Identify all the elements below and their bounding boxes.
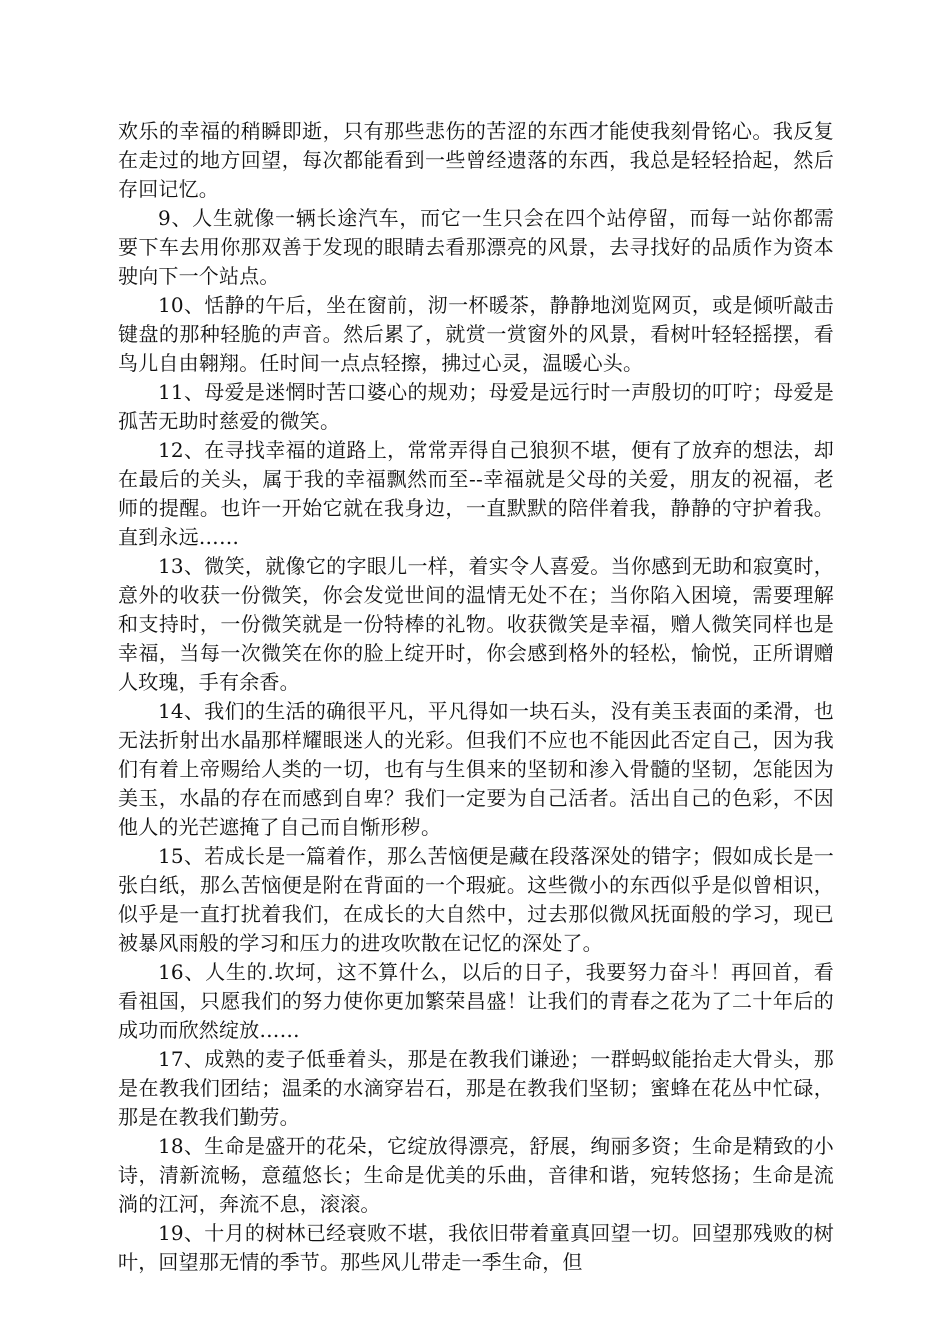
document-page [118, 117, 834, 1277]
paragraph-continuation: 欢乐的幸福的稍瞬即逝，只有那些悲伤的苦涩的东西才能使我刻骨铭心。我反复在走过的地方回望，每次都能看到一些曾经遗落的东西，我总是轻轻拾起，然后存回记忆。 [118, 119, 834, 201]
paragraph-9: 9、人生就像一辆长途汽车，而它一生只会在四个站停留，而每一站你都需要下车去用你那双善于发现的眼睛去看那漂亮的风景，去寻找好的品质作为资本驶向下一个站点。 [118, 206, 834, 288]
paragraph-18: 18、生命是盛开的花朵，它绽放得漂亮，舒展，绚丽多资；生命是精致的小诗，清新流畅，意蕴悠长；生命是优美的乐曲，音律和谐，宛转悠扬；生命是流淌的江河，奔流不息，滚滚。 [118, 1134, 834, 1216]
paragraph-10: 10、恬静的午后，坐在窗前，沏一杯暖茶，静静地浏览网页，或是倾听敲击键盘的那种轻脆的声音。然后累了，就赏一赏窗外的风景，看树叶轻轻摇摆，看鸟儿自由翱翔。任时间一点点轻擦，拂过心灵，温暖心头。 [118, 293, 834, 375]
paragraph-14: 14、我们的生活的确很平凡，平凡得如一块石头，没有美玉表面的柔滑，也无法折射出水晶那样耀眼迷人的光彩。但我们不应也不能因此否定自己，因为我们有着上帝赐给人类的一切，也有与生俱来的坚韧和渗入骨髓的坚韧，怎能因为美玉，水晶的存在而感到自卑？我们一定要为自己活者。活出自己的色彩，不因他人的光芒遮掩了自己而自惭形秽。 [118, 699, 834, 839]
paragraph-11: 11、母爱是迷惘时苦口婆心的规劝；母爱是远行时一声殷切的叮咛；母爱是孤苦无助时慈爱的微笑。 [118, 380, 834, 433]
paragraph-15: 15、若成长是一篇着作，那么苦恼便是藏在段落深处的错字；假如成长是一张白纸，那么苦恼便是附在背面的一个瑕疵。这些微小的东西似乎是似曾相识，似乎是一直打扰着我们，在成长的大自然中，过去那似微风抚面般的学习，现已被暴风雨般的学习和压力的进攻吹散在记忆的深处了。 [118, 844, 834, 955]
paragraph-12: 12、在寻找幸福的道路上，常常弄得自己狼狈不堪，便有了放弃的想法，却在最后的关头，属于我的幸福飘然而至--幸福就是父母的关爱，朋友的祝福，老师的提醒。也许一开始它就在我身边，一直默默的陪伴着我，静静的守护着我。直到永远…… [118, 438, 834, 549]
paragraph-19: 19、十月的树林已经衰败不堪，我依旧带着童真回望一切。回望那残败的树叶，回望那无情的季节。那些风儿带走一季生命，但 [118, 1221, 834, 1274]
paragraph-13: 13、微笑，就像它的字眼儿一样，着实令人喜爱。当你感到无助和寂寞时，意外的收获一份微笑，你会发觉世间的温情无处不在；当你陷入困境，需要理解和支持时，一份微笑就是一份特棒的礼物。收获微笑是幸福，赠人微笑同样也是幸福，当每一次微笑在你的脸上绽开时，你会感到格外的轻松，愉悦，正所谓赠人玫瑰，手有余香。 [118, 554, 834, 694]
paragraph-16: 16、人生的.坎坷，这不算什么，以后的日子，我要努力奋斗！再回首，看看祖国，只愿我们的努力使你更加繁荣昌盛！让我们的青春之花为了二十年后的成功而欣然绽放…… [118, 960, 834, 1042]
paragraph-17: 17、成熟的麦子低垂着头，那是在教我们谦逊；一群蚂蚁能抬走大骨头，那是在教我们团结；温柔的水滴穿岩石，那是在教我们坚韧；蜜蜂在花丛中忙碌，那是在教我们勤劳。 [118, 1047, 834, 1129]
